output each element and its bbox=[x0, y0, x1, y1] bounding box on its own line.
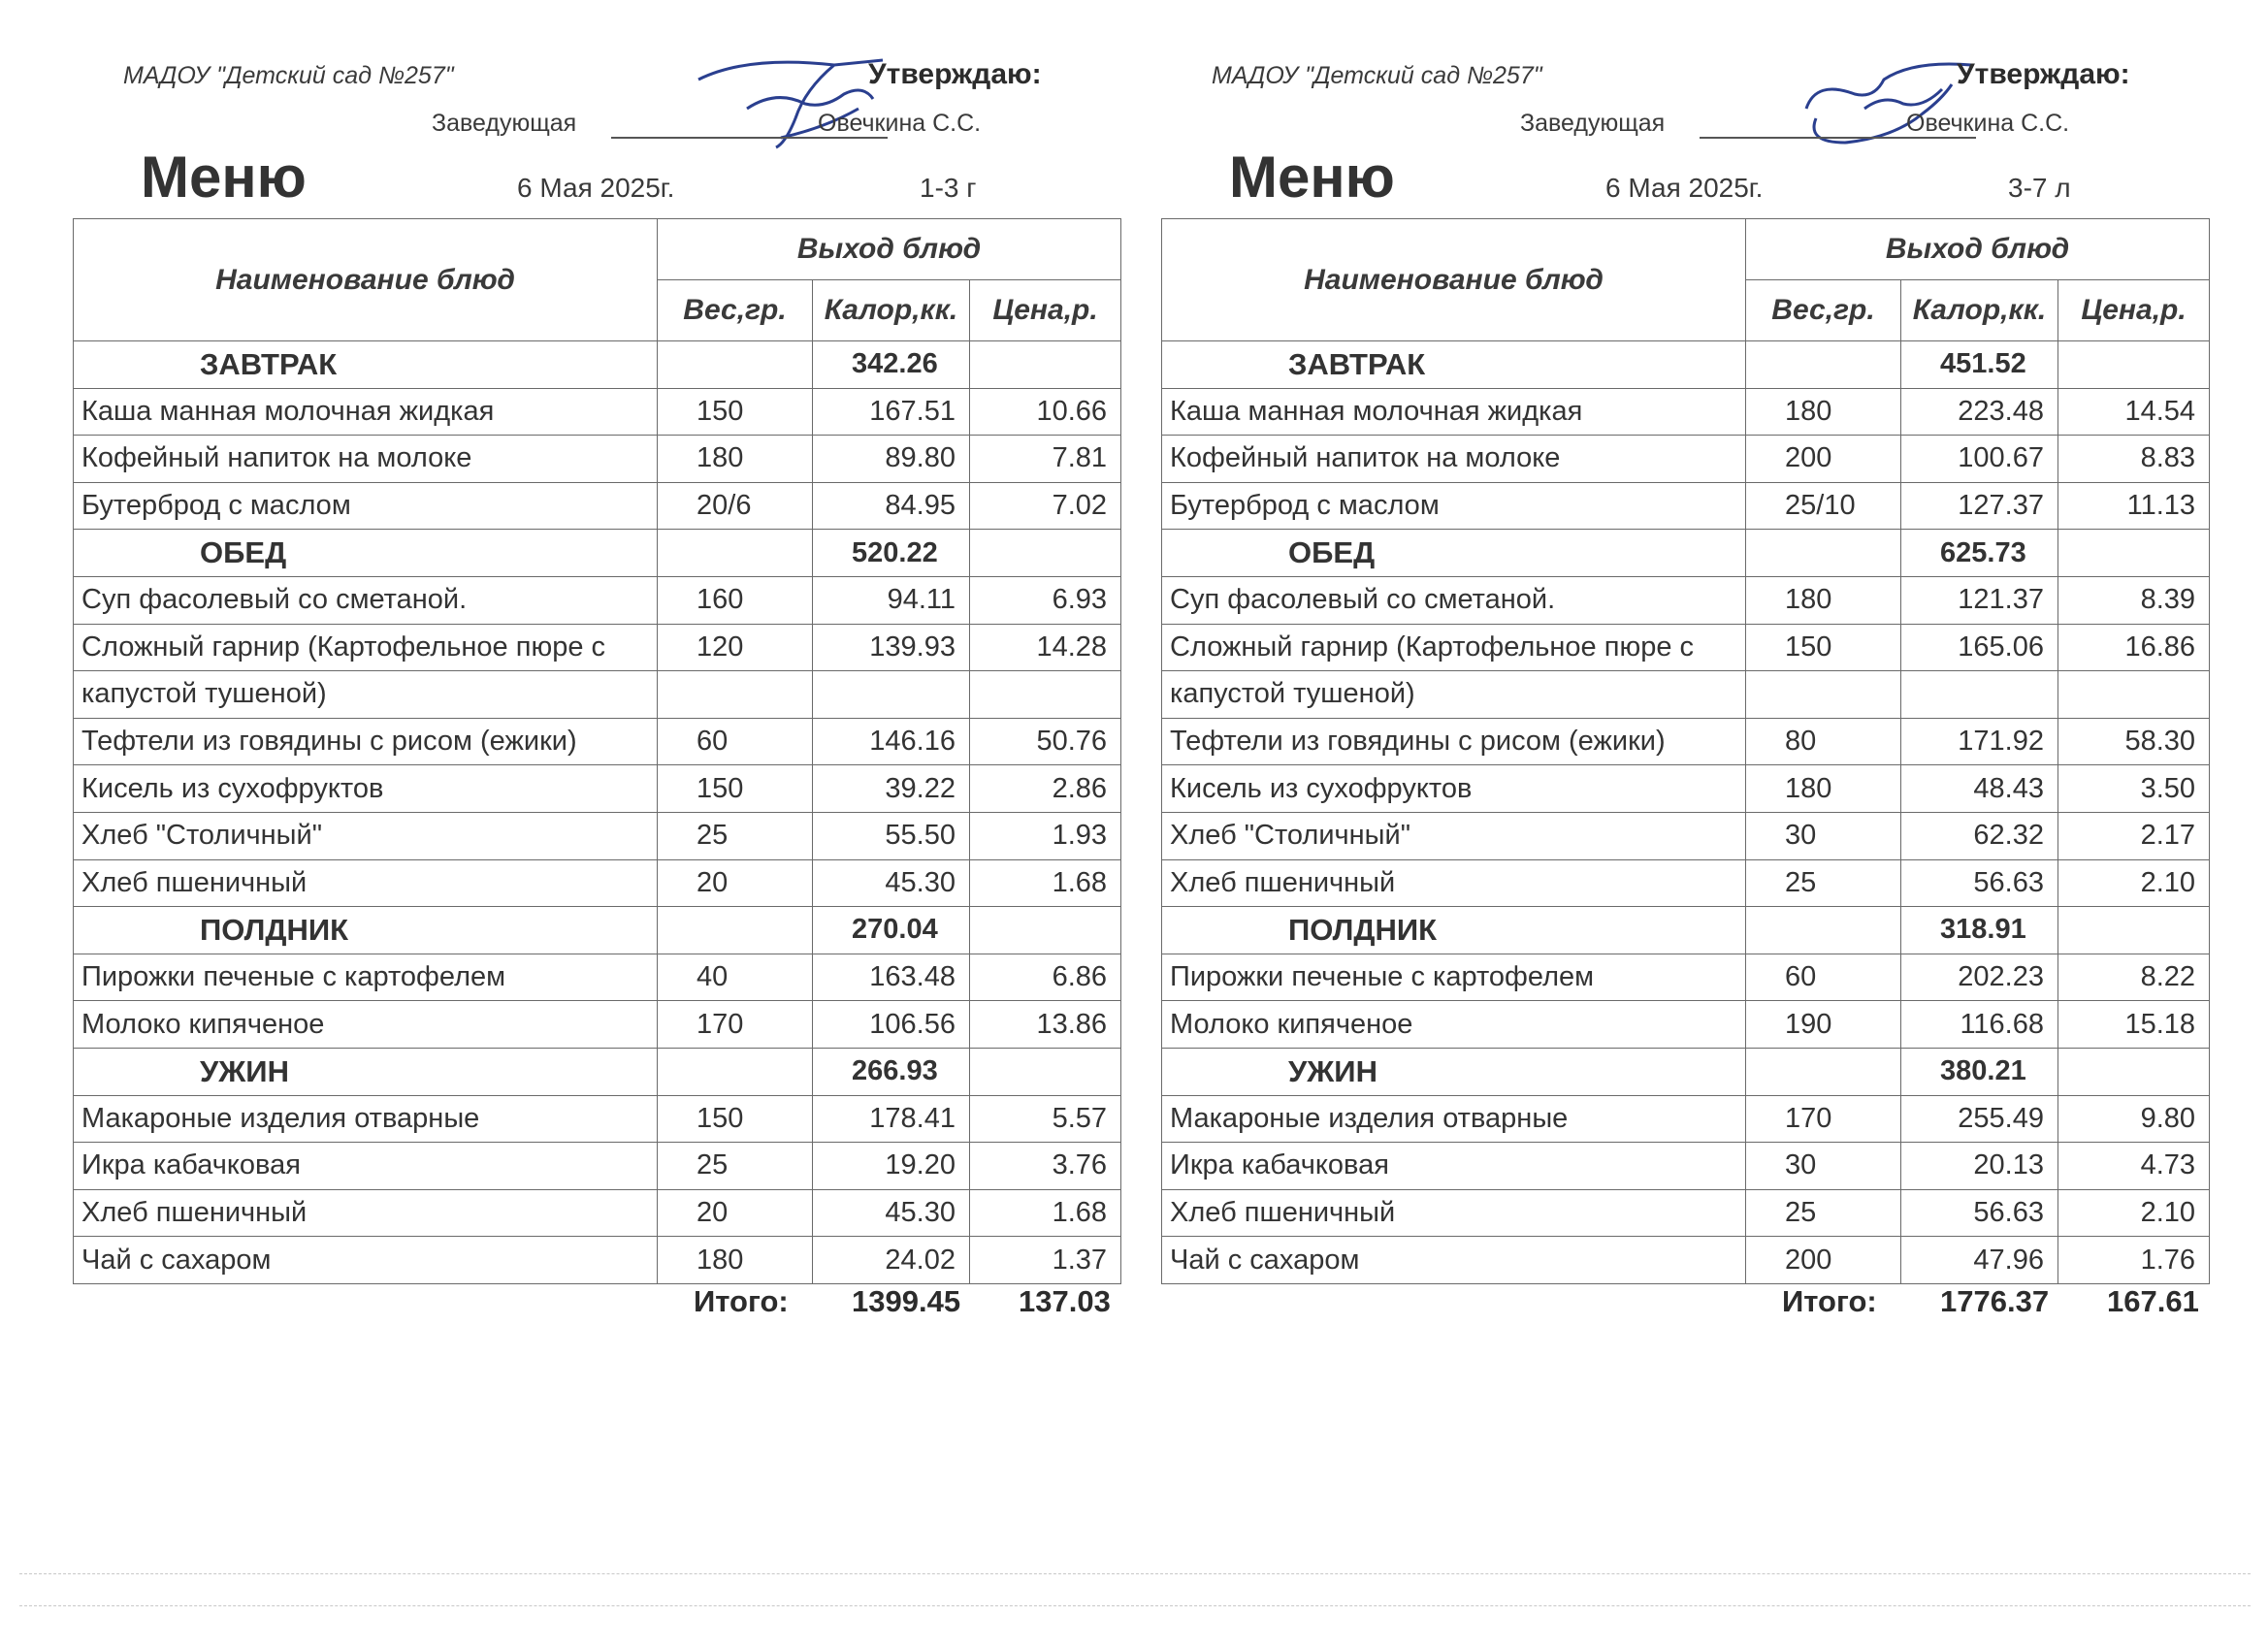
dish-name: Икра кабачковая bbox=[74, 1143, 658, 1190]
dish-kcal: 146.16 bbox=[813, 718, 970, 765]
column-header-kcal: Калор,кк. bbox=[813, 280, 970, 341]
dish-kcal: 202.23 bbox=[1901, 954, 2058, 1001]
dish-weight: 25/10 bbox=[1746, 482, 1901, 530]
dish-row bbox=[74, 1001, 1121, 1049]
empty-cell bbox=[970, 1048, 1121, 1095]
director-name: Овечкина С.С. bbox=[818, 110, 982, 137]
empty-cell bbox=[2058, 1048, 2210, 1095]
dish-weight: 20 bbox=[658, 859, 813, 907]
dish-row bbox=[1162, 1095, 2210, 1143]
dish-name: Суп фасолевый со сметаной. bbox=[74, 576, 658, 624]
director-name: Овечкина С.С. bbox=[1906, 110, 2070, 137]
empty-cell bbox=[1746, 341, 1901, 389]
total-kcal: 1399.45 bbox=[852, 1284, 961, 1318]
total-price: 167.61 bbox=[2107, 1284, 2199, 1318]
signature-image bbox=[1777, 50, 1981, 157]
dish-kcal: 139.93 bbox=[813, 624, 970, 671]
empty-cell bbox=[970, 671, 1121, 719]
dish-row bbox=[74, 859, 1121, 907]
dish-name: Хлеб пшеничный bbox=[74, 1189, 658, 1237]
signature-image bbox=[689, 50, 892, 157]
dish-price: 2.86 bbox=[970, 765, 1121, 813]
empty-cell bbox=[658, 907, 813, 954]
dish-weight: 20/6 bbox=[658, 482, 813, 530]
dish-row bbox=[74, 1189, 1121, 1237]
column-header-weight: Вес,гр. bbox=[658, 280, 813, 341]
dish-price: 13.86 bbox=[970, 1001, 1121, 1049]
dish-row bbox=[1162, 718, 2210, 765]
dish-row bbox=[74, 436, 1121, 483]
dish-row bbox=[1162, 436, 2210, 483]
dish-weight: 180 bbox=[658, 1237, 813, 1284]
dish-weight: 150 bbox=[658, 388, 813, 436]
dish-price: 1.68 bbox=[970, 859, 1121, 907]
dish-price: 10.66 bbox=[970, 388, 1121, 436]
column-header-output: Выход блюд bbox=[658, 219, 1121, 280]
menu-date: 6 Мая 2025г. bbox=[517, 173, 675, 203]
dish-price: 1.76 bbox=[2058, 1237, 2210, 1284]
dish-weight: 160 bbox=[658, 576, 813, 624]
dish-row bbox=[74, 718, 1121, 765]
dish-row-continuation bbox=[1162, 671, 2210, 719]
dish-price: 2.10 bbox=[2058, 1189, 2210, 1237]
dish-price: 1.68 bbox=[970, 1189, 1121, 1237]
dish-row bbox=[1162, 859, 2210, 907]
dish-row bbox=[1162, 765, 2210, 813]
dish-weight: 30 bbox=[1746, 1143, 1901, 1190]
section-row bbox=[1162, 907, 2210, 954]
dish-name: Чай с сахаром bbox=[1162, 1237, 1746, 1284]
total-label: Итого: bbox=[694, 1284, 789, 1318]
dish-weight: 200 bbox=[1746, 1237, 1901, 1284]
empty-cell bbox=[2058, 671, 2210, 719]
dish-weight: 150 bbox=[658, 765, 813, 813]
dish-kcal: 171.92 bbox=[1901, 718, 2058, 765]
section-row bbox=[74, 1048, 1121, 1095]
dish-row bbox=[74, 1095, 1121, 1143]
dish-kcal: 100.67 bbox=[1901, 436, 2058, 483]
dish-weight: 150 bbox=[1746, 624, 1901, 671]
dish-price: 9.80 bbox=[2058, 1095, 2210, 1143]
dish-weight: 30 bbox=[1746, 812, 1901, 859]
dish-name: Суп фасолевый со сметаной. bbox=[1162, 576, 1746, 624]
dish-price: 8.22 bbox=[2058, 954, 2210, 1001]
section-title: ОБЕД bbox=[74, 530, 658, 577]
dish-row bbox=[74, 388, 1121, 436]
dish-kcal: 223.48 bbox=[1901, 388, 2058, 436]
empty-cell bbox=[1901, 671, 2058, 719]
dish-kcal: 56.63 bbox=[1901, 859, 2058, 907]
dish-kcal: 24.02 bbox=[813, 1237, 970, 1284]
dish-kcal: 165.06 bbox=[1901, 624, 2058, 671]
dish-row bbox=[1162, 482, 2210, 530]
dish-weight: 25 bbox=[1746, 859, 1901, 907]
scan-artifact-line bbox=[19, 1605, 2251, 1606]
dish-name: Сложный гарнир (Картофельное пюре с bbox=[1162, 624, 1746, 671]
dish-kcal: 255.49 bbox=[1901, 1095, 2058, 1143]
dish-name: Молоко кипяченое bbox=[74, 1001, 658, 1049]
column-header-output: Выход блюд bbox=[1746, 219, 2210, 280]
dish-price: 7.81 bbox=[970, 436, 1121, 483]
dish-weight: 180 bbox=[658, 436, 813, 483]
dish-row bbox=[74, 482, 1121, 530]
dish-name: Хлеб пшеничный bbox=[1162, 1189, 1746, 1237]
section-title: УЖИН bbox=[1162, 1048, 1746, 1095]
section-row bbox=[1162, 341, 2210, 389]
dish-price: 50.76 bbox=[970, 718, 1121, 765]
dish-price: 2.10 bbox=[2058, 859, 2210, 907]
dish-name: Хлеб "Столичный" bbox=[74, 812, 658, 859]
dish-row bbox=[1162, 1143, 2210, 1190]
dish-row bbox=[1162, 1189, 2210, 1237]
column-header-name: Наименование блюд bbox=[74, 219, 658, 341]
dish-name: Хлеб пшеничный bbox=[74, 859, 658, 907]
organization-name: МАДОУ "Детский сад №257" bbox=[1212, 62, 1542, 89]
dish-name: Тефтели из говядины с рисом (ежики) bbox=[74, 718, 658, 765]
dish-price: 14.28 bbox=[970, 624, 1121, 671]
dish-weight: 25 bbox=[658, 1143, 813, 1190]
empty-cell bbox=[1746, 1048, 1901, 1095]
dish-name: Сложный гарнир (Картофельное пюре с bbox=[74, 624, 658, 671]
dish-name: Кофейный напиток на молоке bbox=[1162, 436, 1746, 483]
empty-cell bbox=[2058, 907, 2210, 954]
dish-kcal: 84.95 bbox=[813, 482, 970, 530]
dish-price: 6.93 bbox=[970, 576, 1121, 624]
empty-cell bbox=[2058, 341, 2210, 389]
dish-kcal: 116.68 bbox=[1901, 1001, 2058, 1049]
total-price: 137.03 bbox=[1019, 1284, 1111, 1318]
dish-row bbox=[74, 576, 1121, 624]
dish-price: 1.37 bbox=[970, 1237, 1121, 1284]
age-group: 1-3 г bbox=[920, 173, 977, 203]
dish-name: Кисель из сухофруктов bbox=[74, 765, 658, 813]
dish-row bbox=[74, 765, 1121, 813]
dish-name: Пирожки печеные с картофелем bbox=[1162, 954, 1746, 1001]
section-row bbox=[74, 530, 1121, 577]
dish-weight: 60 bbox=[658, 718, 813, 765]
dish-price: 1.93 bbox=[970, 812, 1121, 859]
section-kcal: 270.04 bbox=[813, 907, 970, 954]
dish-kcal: 94.11 bbox=[813, 576, 970, 624]
dish-kcal: 106.56 bbox=[813, 1001, 970, 1049]
dish-price: 5.57 bbox=[970, 1095, 1121, 1143]
section-title: ЗАВТРАК bbox=[1162, 341, 1746, 389]
dish-name: Бутерброд с маслом bbox=[1162, 482, 1746, 530]
column-header-kcal: Калор,кк. bbox=[1901, 280, 2058, 341]
dish-row bbox=[1162, 624, 2210, 671]
dish-row bbox=[74, 1237, 1121, 1284]
section-kcal: 266.93 bbox=[813, 1048, 970, 1095]
empty-cell bbox=[970, 907, 1121, 954]
position-label: Заведующая bbox=[1520, 110, 1666, 137]
dish-weight: 180 bbox=[1746, 765, 1901, 813]
dish-weight: 200 bbox=[1746, 436, 1901, 483]
dish-row bbox=[1162, 812, 2210, 859]
dish-name: Икра кабачковая bbox=[1162, 1143, 1746, 1190]
dish-row bbox=[74, 812, 1121, 859]
empty-cell bbox=[658, 1048, 813, 1095]
menu-table bbox=[1161, 218, 2210, 1284]
dish-weight: 25 bbox=[658, 812, 813, 859]
dish-weight: 180 bbox=[1746, 388, 1901, 436]
dish-kcal: 127.37 bbox=[1901, 482, 2058, 530]
dish-kcal: 47.96 bbox=[1901, 1237, 2058, 1284]
dish-kcal: 167.51 bbox=[813, 388, 970, 436]
empty-cell bbox=[1746, 530, 1901, 577]
section-row bbox=[1162, 530, 2210, 577]
dish-price: 2.17 bbox=[2058, 812, 2210, 859]
empty-cell bbox=[970, 530, 1121, 577]
menu-panel-right bbox=[1161, 0, 2219, 1358]
dish-price: 8.39 bbox=[2058, 576, 2210, 624]
approve-label: Утверждаю: bbox=[1957, 58, 2130, 90]
section-kcal: 342.26 bbox=[813, 341, 970, 389]
age-group: 3-7 л bbox=[2008, 173, 2071, 203]
section-kcal: 625.73 bbox=[1901, 530, 2058, 577]
dish-name: Каша манная молочная жидкая bbox=[74, 388, 658, 436]
menu-title: Меню bbox=[1229, 145, 1395, 210]
dish-row bbox=[74, 624, 1121, 671]
dish-kcal: 121.37 bbox=[1901, 576, 2058, 624]
dish-name: Пирожки печеные с картофелем bbox=[74, 954, 658, 1001]
section-title: ОБЕД bbox=[1162, 530, 1746, 577]
dish-name: капустой тушеной) bbox=[74, 671, 658, 719]
dish-row bbox=[1162, 1237, 2210, 1284]
dish-kcal: 45.30 bbox=[813, 859, 970, 907]
section-kcal: 380.21 bbox=[1901, 1048, 2058, 1095]
empty-cell bbox=[2058, 530, 2210, 577]
dish-price: 16.86 bbox=[2058, 624, 2210, 671]
dish-weight: 25 bbox=[1746, 1189, 1901, 1237]
dish-weight: 170 bbox=[1746, 1095, 1901, 1143]
dish-name: Тефтели из говядины с рисом (ежики) bbox=[1162, 718, 1746, 765]
menu-date: 6 Мая 2025г. bbox=[1605, 173, 1764, 203]
empty-cell bbox=[658, 530, 813, 577]
dish-weight: 150 bbox=[658, 1095, 813, 1143]
column-header-weight: Вес,гр. bbox=[1746, 280, 1901, 341]
dish-name: Макароные изделия отварные bbox=[74, 1095, 658, 1143]
organization-name: МАДОУ "Детский сад №257" bbox=[123, 62, 454, 89]
dish-weight: 40 bbox=[658, 954, 813, 1001]
dish-name: Молоко кипяченое bbox=[1162, 1001, 1746, 1049]
dish-row bbox=[1162, 576, 2210, 624]
section-row bbox=[74, 907, 1121, 954]
dish-name: Бутерброд с маслом bbox=[74, 482, 658, 530]
section-title: ЗАВТРАК bbox=[74, 341, 658, 389]
section-row bbox=[74, 341, 1121, 389]
dish-weight: 180 bbox=[1746, 576, 1901, 624]
dish-price: 7.02 bbox=[970, 482, 1121, 530]
dish-name: Кисель из сухофруктов bbox=[1162, 765, 1746, 813]
dish-kcal: 55.50 bbox=[813, 812, 970, 859]
dish-row bbox=[74, 1143, 1121, 1190]
empty-cell bbox=[970, 341, 1121, 389]
dish-row bbox=[1162, 388, 2210, 436]
approve-label: Утверждаю: bbox=[868, 58, 1042, 90]
section-title: ПОЛДНИК bbox=[1162, 907, 1746, 954]
dish-name: Хлеб "Столичный" bbox=[1162, 812, 1746, 859]
dish-kcal: 178.41 bbox=[813, 1095, 970, 1143]
position-label: Заведующая bbox=[432, 110, 577, 137]
scan-artifact-line bbox=[19, 1573, 2251, 1574]
dish-row bbox=[1162, 954, 2210, 1001]
empty-cell bbox=[658, 671, 813, 719]
total-kcal: 1776.37 bbox=[1940, 1284, 2050, 1318]
dish-kcal: 62.32 bbox=[1901, 812, 2058, 859]
empty-cell bbox=[1746, 907, 1901, 954]
dish-weight: 20 bbox=[658, 1189, 813, 1237]
dish-price: 14.54 bbox=[2058, 388, 2210, 436]
section-kcal: 318.91 bbox=[1901, 907, 2058, 954]
dish-name: Каша манная молочная жидкая bbox=[1162, 388, 1746, 436]
section-title: ПОЛДНИК bbox=[74, 907, 658, 954]
dish-kcal: 89.80 bbox=[813, 436, 970, 483]
dish-price: 8.83 bbox=[2058, 436, 2210, 483]
dish-kcal: 19.20 bbox=[813, 1143, 970, 1190]
dish-name: Кофейный напиток на молоке bbox=[74, 436, 658, 483]
column-header-name: Наименование блюд bbox=[1162, 219, 1746, 341]
dish-row bbox=[1162, 1001, 2210, 1049]
column-header-price: Цена,р. bbox=[2058, 280, 2210, 341]
dish-price: 4.73 bbox=[2058, 1143, 2210, 1190]
dish-price: 15.18 bbox=[2058, 1001, 2210, 1049]
dish-kcal: 45.30 bbox=[813, 1189, 970, 1237]
dish-price: 3.76 bbox=[970, 1143, 1121, 1190]
dish-kcal: 39.22 bbox=[813, 765, 970, 813]
dish-price: 6.86 bbox=[970, 954, 1121, 1001]
dish-kcal: 56.63 bbox=[1901, 1189, 2058, 1237]
column-header-price: Цена,р. bbox=[970, 280, 1121, 341]
dish-name: Хлеб пшеничный bbox=[1162, 859, 1746, 907]
dish-price: 11.13 bbox=[2058, 482, 2210, 530]
dish-name: Макароные изделия отварные bbox=[1162, 1095, 1746, 1143]
menu-title: Меню bbox=[141, 145, 307, 210]
dish-kcal: 48.43 bbox=[1901, 765, 2058, 813]
section-title: УЖИН bbox=[74, 1048, 658, 1095]
dish-row bbox=[74, 954, 1121, 1001]
total-label: Итого: bbox=[1782, 1284, 1877, 1318]
dish-weight: 170 bbox=[658, 1001, 813, 1049]
dish-weight: 120 bbox=[658, 624, 813, 671]
menu-panel-left bbox=[73, 0, 1130, 1358]
empty-cell bbox=[658, 341, 813, 389]
dish-price: 58.30 bbox=[2058, 718, 2210, 765]
dish-price: 3.50 bbox=[2058, 765, 2210, 813]
menu-table bbox=[73, 218, 1121, 1284]
section-row bbox=[1162, 1048, 2210, 1095]
dish-name: Чай с сахаром bbox=[74, 1237, 658, 1284]
section-kcal: 451.52 bbox=[1901, 341, 2058, 389]
dish-name: капустой тушеной) bbox=[1162, 671, 1746, 719]
dish-weight: 190 bbox=[1746, 1001, 1901, 1049]
dish-kcal: 20.13 bbox=[1901, 1143, 2058, 1190]
dish-weight: 60 bbox=[1746, 954, 1901, 1001]
dish-weight: 80 bbox=[1746, 718, 1901, 765]
empty-cell bbox=[813, 671, 970, 719]
dish-kcal: 163.48 bbox=[813, 954, 970, 1001]
dish-row-continuation bbox=[74, 671, 1121, 719]
section-kcal: 520.22 bbox=[813, 530, 970, 577]
empty-cell bbox=[1746, 671, 1901, 719]
